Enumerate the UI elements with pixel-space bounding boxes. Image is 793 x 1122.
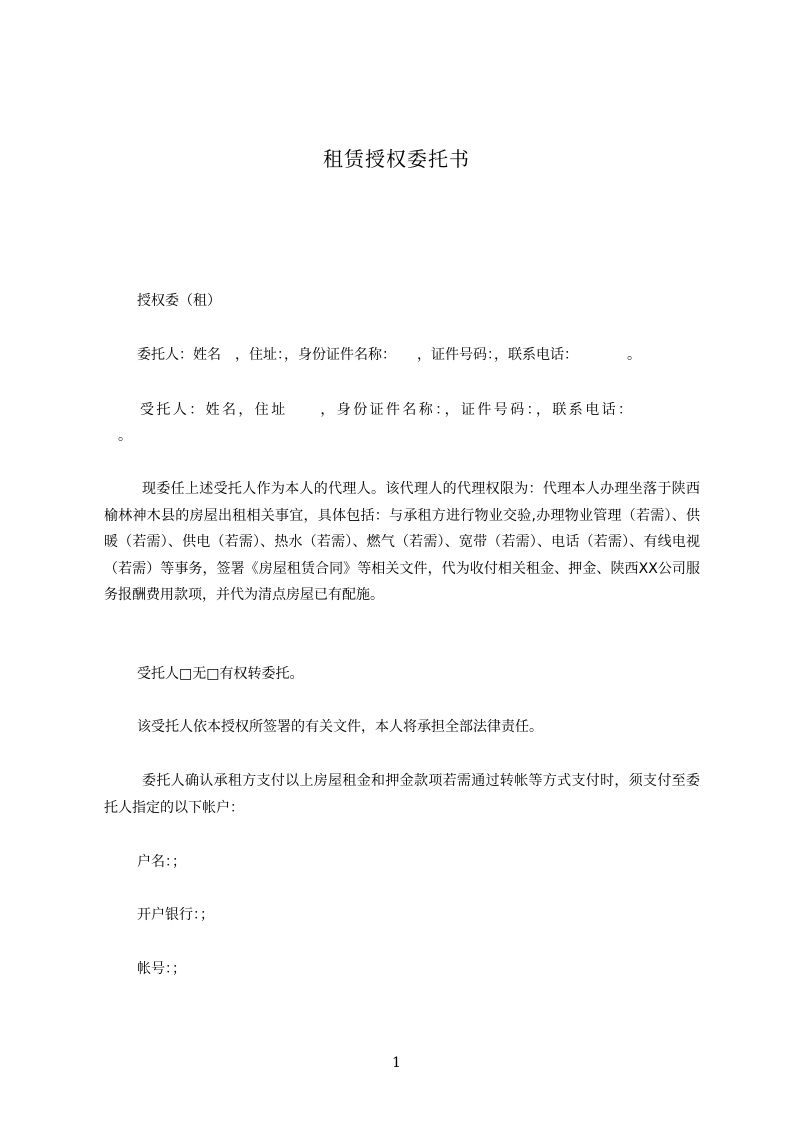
page-number: 1 <box>392 1055 401 1071</box>
liability-clause: 该受托人依本授权所签署的有关文件，本人将承担全部法律责任。 <box>137 719 543 735</box>
document-title: 租赁授权委托书 <box>323 147 470 171</box>
principal-line: 委托人：姓名 ，住址：，身份证件名称： ，证件号码：，联系电话： 。 <box>137 347 641 363</box>
agent-line: 受托人：姓名，住址 ，身份证件名称：，证件号码：，联系电话： <box>140 402 635 418</box>
bank-field: 开户银行：； <box>137 907 214 923</box>
document-heading: 授权委（租） <box>137 293 221 309</box>
authority-paragraph: 现委任上述受托人作为本人的代理人。该代理人的代理权限为：代理本人办理坐落于陕西榆林神木县的房屋出租相关事宜，具体包括：与承租方进行物业交验,办理物业管理（若需）、供暖（若需）、供电（若需）、热水（若需）、燃气（若需）、宽带（若需）、电话（若需）、有线电视（若需）等事务，签署《房屋租赁合同》等相关文件，代为收付相关租金、押金、陕西XX公司服务报酬费用款项，并代为清点房屋已有配施。 <box>104 481 700 604</box>
account-name-field: 户名：； <box>137 854 186 870</box>
account-number-field: 帐号：； <box>137 961 186 977</box>
agent-line-end: 。 <box>118 428 132 444</box>
payment-paragraph: 委托人确认承租方支付以上房屋租金和押金款项若需通过转帐等方式支付时，须支付至委托人指定的以下帐户： <box>104 773 700 816</box>
sub-delegation-clause: 受托人□无□有权转委托。 <box>137 666 304 682</box>
